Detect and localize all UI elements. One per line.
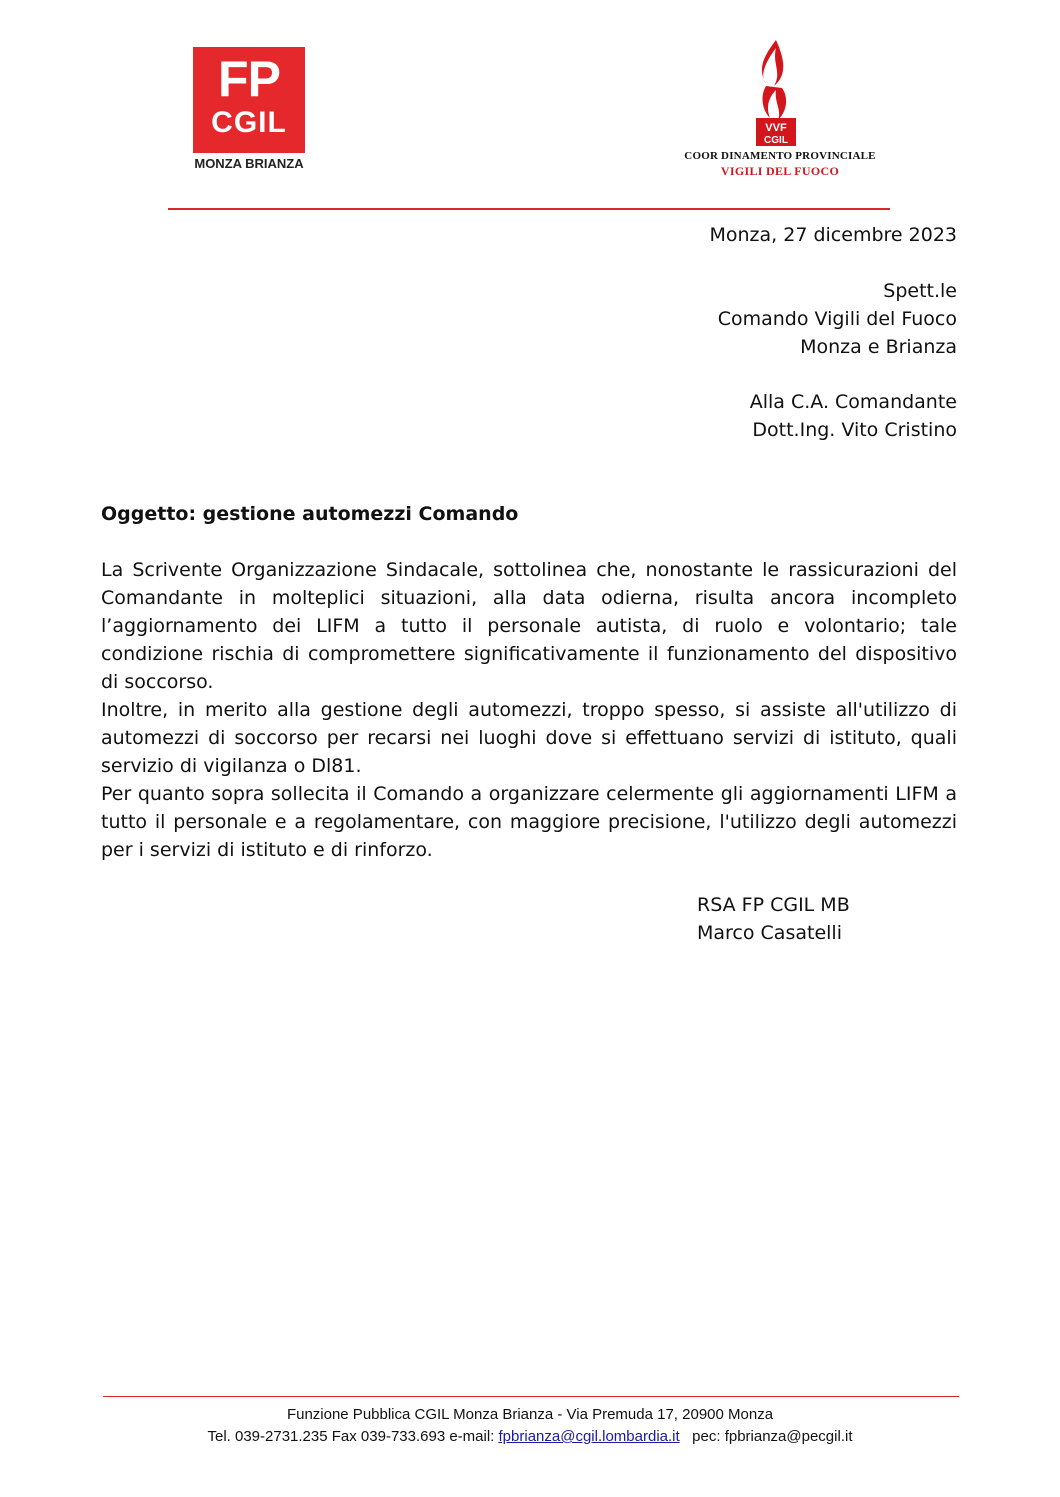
fp-cgil-logo (193, 47, 305, 153)
footer-pec: pec: fpbrianza@pecgil.it (679, 1428, 853, 1445)
body-paragraph: La Scrivente Organizzazione Sindacale, sottolinea che, nonostante le rassicurazioni del Comandante in molteplici situazioni, alla data odierna, risulta ancora incompleto l’aggiornamento dei LIFM a tutto il personale autista, di ruolo e volontario; tale condizione rischia di compromettere significativamente il funzionamento del dispositivo di soccorso. (101, 559, 957, 693)
header-divider (168, 208, 890, 210)
letter-subject: Oggetto: gestione automezzi Comando (101, 503, 519, 525)
footer-address: Funzione Pubblica CGIL Monza Brianza - Via Premuda 17, 20900 Monza (286, 1406, 774, 1423)
vvf-badge-text: VVF (765, 122, 787, 134)
recipient-line: Comando Vigili del Fuoco (717, 308, 957, 330)
recipient-line: Spett.le (883, 280, 957, 302)
body-paragraph-group (101, 696, 957, 864)
footer-email-link[interactable]: fpbrianza@cgil.lombardia.it (498, 1428, 680, 1445)
body-paragraph: Per quanto sopra sollecita il Comando a organizzare celermente gli aggiornamenti LIFM a tutto il personale e a regolamentare, con maggiore precisione, l'utilizzo degli automezzi per i servizi di istituto e di rinforzo. (101, 783, 957, 861)
recipient-line: Monza e Brianza (800, 336, 957, 358)
footer-phone-fax: Tel. 039-2731.235 Fax 039-733.693 e-mail: (207, 1428, 499, 1445)
signature-block (697, 891, 850, 947)
coordinamento-provinciale-text: COOR DINAMENTO PROVINCIALE (684, 150, 876, 162)
logo-fp-text: FP (218, 51, 280, 107)
vvf-flame-logo (752, 40, 800, 148)
footer-contacts (0, 1426, 1060, 1448)
signature-name: Marco Casatelli (697, 922, 842, 944)
letter-date: Monza, 27 dicembre 2023 (709, 224, 957, 246)
logo-cgil-text: CGIL (211, 106, 287, 139)
footer-divider (103, 1396, 959, 1397)
recipient-block (718, 277, 957, 361)
body-paragraph: Inoltre, in merito alla gestione degli automezzi, troppo spesso, si assiste all'utilizzo di automezzi di soccorso per recarsi nei luoghi dove si effettuano servizi di istituto, quali servizio di vigilanza o Dl81. (101, 699, 957, 777)
attention-line: Dott.Ing. Vito Cristino (752, 419, 957, 441)
attention-line: Alla C.A. Comandante (749, 391, 957, 413)
cgil-badge-text: CGIL (764, 135, 788, 146)
attention-block (750, 388, 957, 444)
vigili-del-fuoco-text: VIGILI DEL FUOCO (720, 164, 840, 178)
logo-monza-brianza-text: MONZA BRIANZA (194, 156, 304, 171)
signature-org: RSA FP CGIL MB (697, 894, 850, 916)
